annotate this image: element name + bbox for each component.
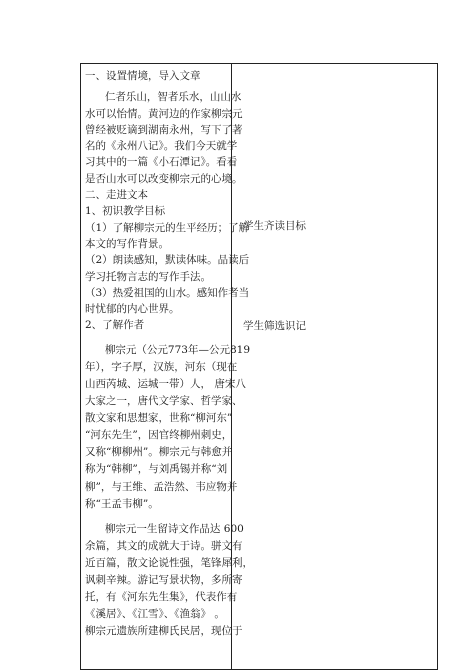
teaching-content-cell	[81, 64, 253, 670]
works-line: 托，有《河东先生集》，代表作有	[85, 591, 238, 604]
objective-line: 时忧郁的内心世界。	[85, 303, 180, 316]
intro-line: 是否山水可以改变柳宗元的心境。	[85, 172, 243, 185]
objective-line: （2）朗读感知，默读体味。品读后	[85, 254, 250, 267]
author-heading: 2、了解作者	[85, 319, 145, 332]
bio-line: 山西芮城、运城一带）人， 唐宋八	[85, 377, 246, 390]
works-line: 近百篇，散文论说性强，笔锋犀利，	[85, 556, 253, 569]
bio-line: 称“王孟韦柳”。	[85, 497, 159, 510]
intro-line: 仁者乐山，智者乐水，山山水	[104, 91, 242, 104]
bio-line: 大家之一，唐代文学家、哲学家、	[85, 395, 243, 408]
bio-line: 柳宗元（公元773年—公元819	[104, 343, 251, 356]
intro-line: 水可以怡情。黄河边的作家柳宗元	[85, 107, 243, 120]
intro-paragraph	[85, 89, 243, 187]
works-line: 《溪居》、《江雪》、《渔翁》 。	[85, 608, 225, 621]
bio-line: “河东先生”，因官终柳州刺史，	[85, 429, 233, 442]
section2-heading: 二、走进文本	[85, 189, 148, 202]
works-line: 柳宗元遗族所建柳氏民居，现位于	[85, 625, 243, 638]
works-line: 柳宗元一生留诗文作品达 600	[104, 522, 244, 535]
objectives-list	[85, 220, 250, 318]
section1-heading: 一、设置情境，导入文章	[85, 70, 201, 82]
intro-line: 名的《永州八记》。我们今天就学	[85, 140, 238, 153]
bio-line: 又称“柳柳州”。柳宗元与韩愈并	[85, 446, 233, 459]
objective-line: （1）了解柳宗元的生平经历；了解	[85, 221, 250, 234]
author-bio-paragraph	[85, 342, 251, 513]
works-line: 讽刺辛辣。游记写景状物，多所寄	[85, 573, 243, 586]
student-activity-note-1: 学生齐读目标	[243, 220, 306, 232]
intro-line: 习其中的一篇《小石潭记》。看看	[85, 156, 238, 169]
works-line: 余篇，其文的成就大于诗。骈文有	[85, 539, 243, 552]
student-activity-note-2: 学生筛选识记	[243, 320, 306, 332]
bio-line: 称为“韩柳”，与刘禹锡并称“刘	[85, 463, 228, 476]
bio-line: 年），字子厚，汉族，河东（现在	[85, 360, 238, 373]
objective-line: 学习托物言志的写作手法。	[85, 270, 211, 283]
author-works-paragraph	[85, 521, 253, 641]
objective-line: （3）热爱祖国的山水。感知作者当	[85, 286, 250, 299]
objectives-heading: 1、初识教学目标	[85, 205, 166, 218]
intro-line: 曾经被贬谪到湖南永州，写下了著	[85, 123, 243, 136]
bio-line: 柳”，与王维、孟浩然、韦应物并	[85, 480, 238, 493]
objective-line: 本文的写作背景。	[85, 237, 169, 250]
bio-line: 散文家和思想家，世称“柳河东”	[85, 412, 233, 425]
lesson-plan-table	[80, 63, 438, 670]
student-activity-cell	[232, 64, 438, 670]
